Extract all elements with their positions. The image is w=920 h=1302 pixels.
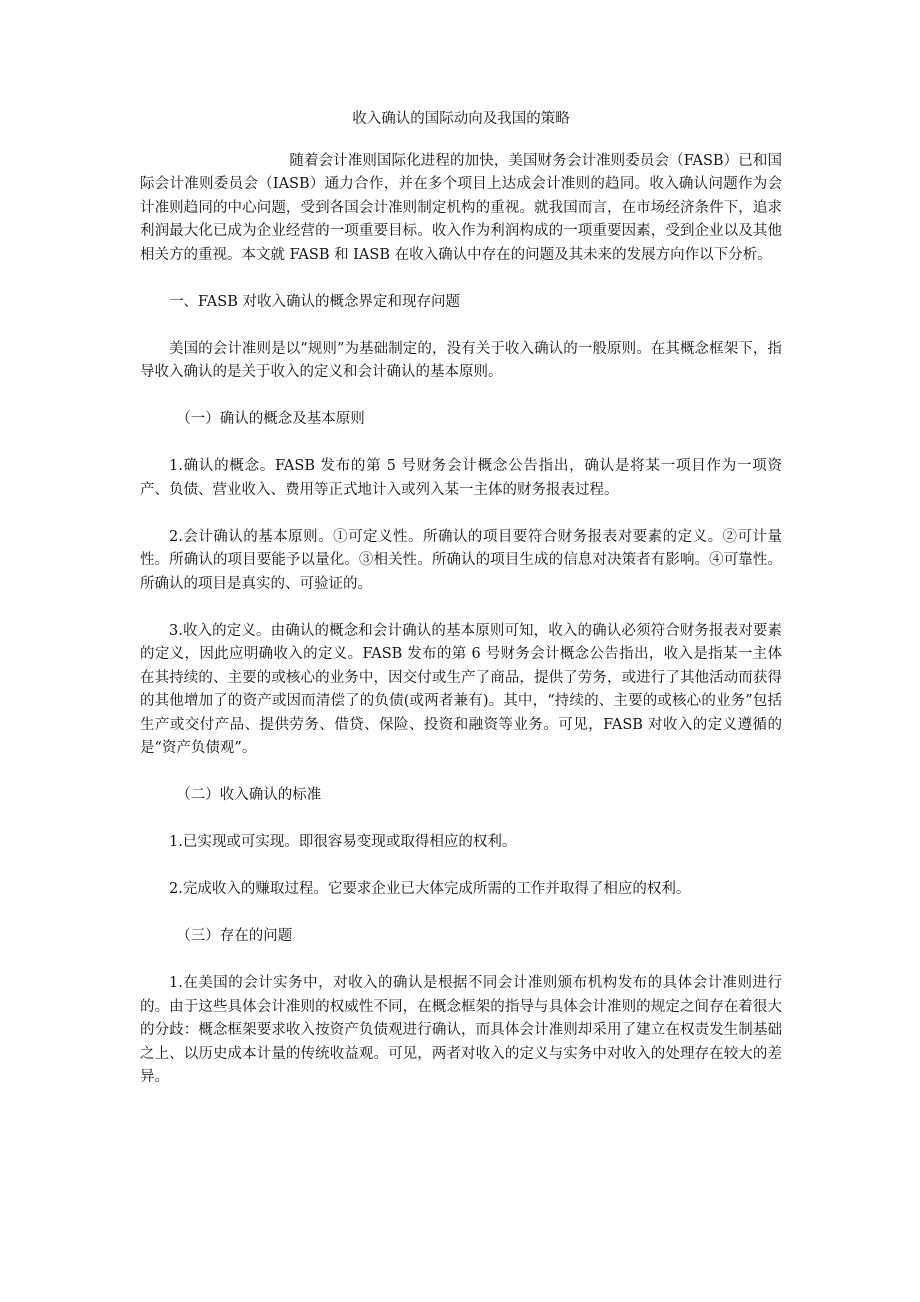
subsection-2-item-1: 1.已实现或可实现。即很容易变现或取得相应的权利。 bbox=[169, 834, 517, 850]
subsection-1-item-3: 3.收入的定义。由确认的概念和会计确认的基本原则可知，收入的确认必须符合财务报表对要素的定义，因此应明确收入的定义。FASB 发布的第 6 号财务会计概念公告指出，收入是指某一主体在其持续的、主要的或核心的业务中，因交付或生产了商品，提供了劳务，或进行了其他活动而获得的其他增加了的资产或因而清偿了的负债(或两者兼有)。其中，“持续的、主要的或核心的业务”包括生产或交付产品、提供劳务、借贷、保险、投资和融资等业务。可见，FASB 对收入的定义遵循的是“资产负债观”。 bbox=[140, 622, 782, 756]
section-1-heading: 一、FASB 对收入确认的概念界定和现存问题 bbox=[169, 293, 460, 310]
subsection-2-item-2: 2.完成收入的赚取过程。它要求企业已大体完成所需的工作并取得了相应的权利。 bbox=[169, 881, 691, 897]
subsection-3-item-1: 1.在美国的会计实务中，对收入的确认是根据不同会计准则颁布机构发布的具体会计准则进行的。由于这些具体会计准则的权威性不同，在概念框架的指导与具体会计准则的规定之间存在着很大的分歧：概念框架要求收入按资产负债观进行确认，而具体会计准则却采用了建立在权责发生制基础之上、以历史成本计量的传统收益观。可见，两者对收入的定义与实务中对收入的处理存在较大的差异。 bbox=[140, 975, 782, 1085]
document-page bbox=[140, 108, 782, 1113]
section-1-paragraph: 美国的会计准则是以“规则”为基础制定的，没有关于收入确认的一般原则。在其概念框架下，指导收入确认的是关于收入的定义和会计确认的基本原则。 bbox=[140, 340, 782, 380]
document-title: 收入确认的国际动向及我国的策略 bbox=[352, 111, 570, 127]
subsection-1-item-2: 2.会计确认的基本原则。①可定义性。所确认的项目要符合财务报表对要素的定义。②可计量性。所确认的项目要能予以量化。③相关性。所确认的项目生成的信息对决策者有影响。④可靠性。所确认的项目是真实的、可验证的。 bbox=[140, 528, 782, 592]
subsection-1-item-1: 1.确认的概念。FASB 发布的第 5 号财务会计概念公告指出，确认是将某一项目作为一项资产、负债、营业收入、费用等正式地计入或列入某一主体的财务报表过程。 bbox=[140, 458, 782, 498]
subsection-2-heading: （二）收入确认的标准 bbox=[176, 787, 322, 803]
subsection-3-heading: （三）存在的问题 bbox=[176, 928, 293, 944]
intro-paragraph: 随着会计准则国际化进程的加快，美国财务会计准则委员会（FASB）已和国际会计准则委员会（IASB）通力合作，并在多个项目上达成会计准则的趋同。收入确认问题作为会计准则趋同的中心问题，受到各国会计准则制定机构的重视。就我国而言，在市场经济条件下，追求利润最大化已成为企业经营的一项重要目标。收入作为利润构成的一项重要因素，受到企业以及其他相关方的重视。本文就 FASB 和 IASB 在收入确认中存在的问题及其未来的发展方向作以下分析。 bbox=[140, 152, 782, 263]
subsection-1-heading: （一）确认的概念及基本原则 bbox=[176, 411, 365, 427]
